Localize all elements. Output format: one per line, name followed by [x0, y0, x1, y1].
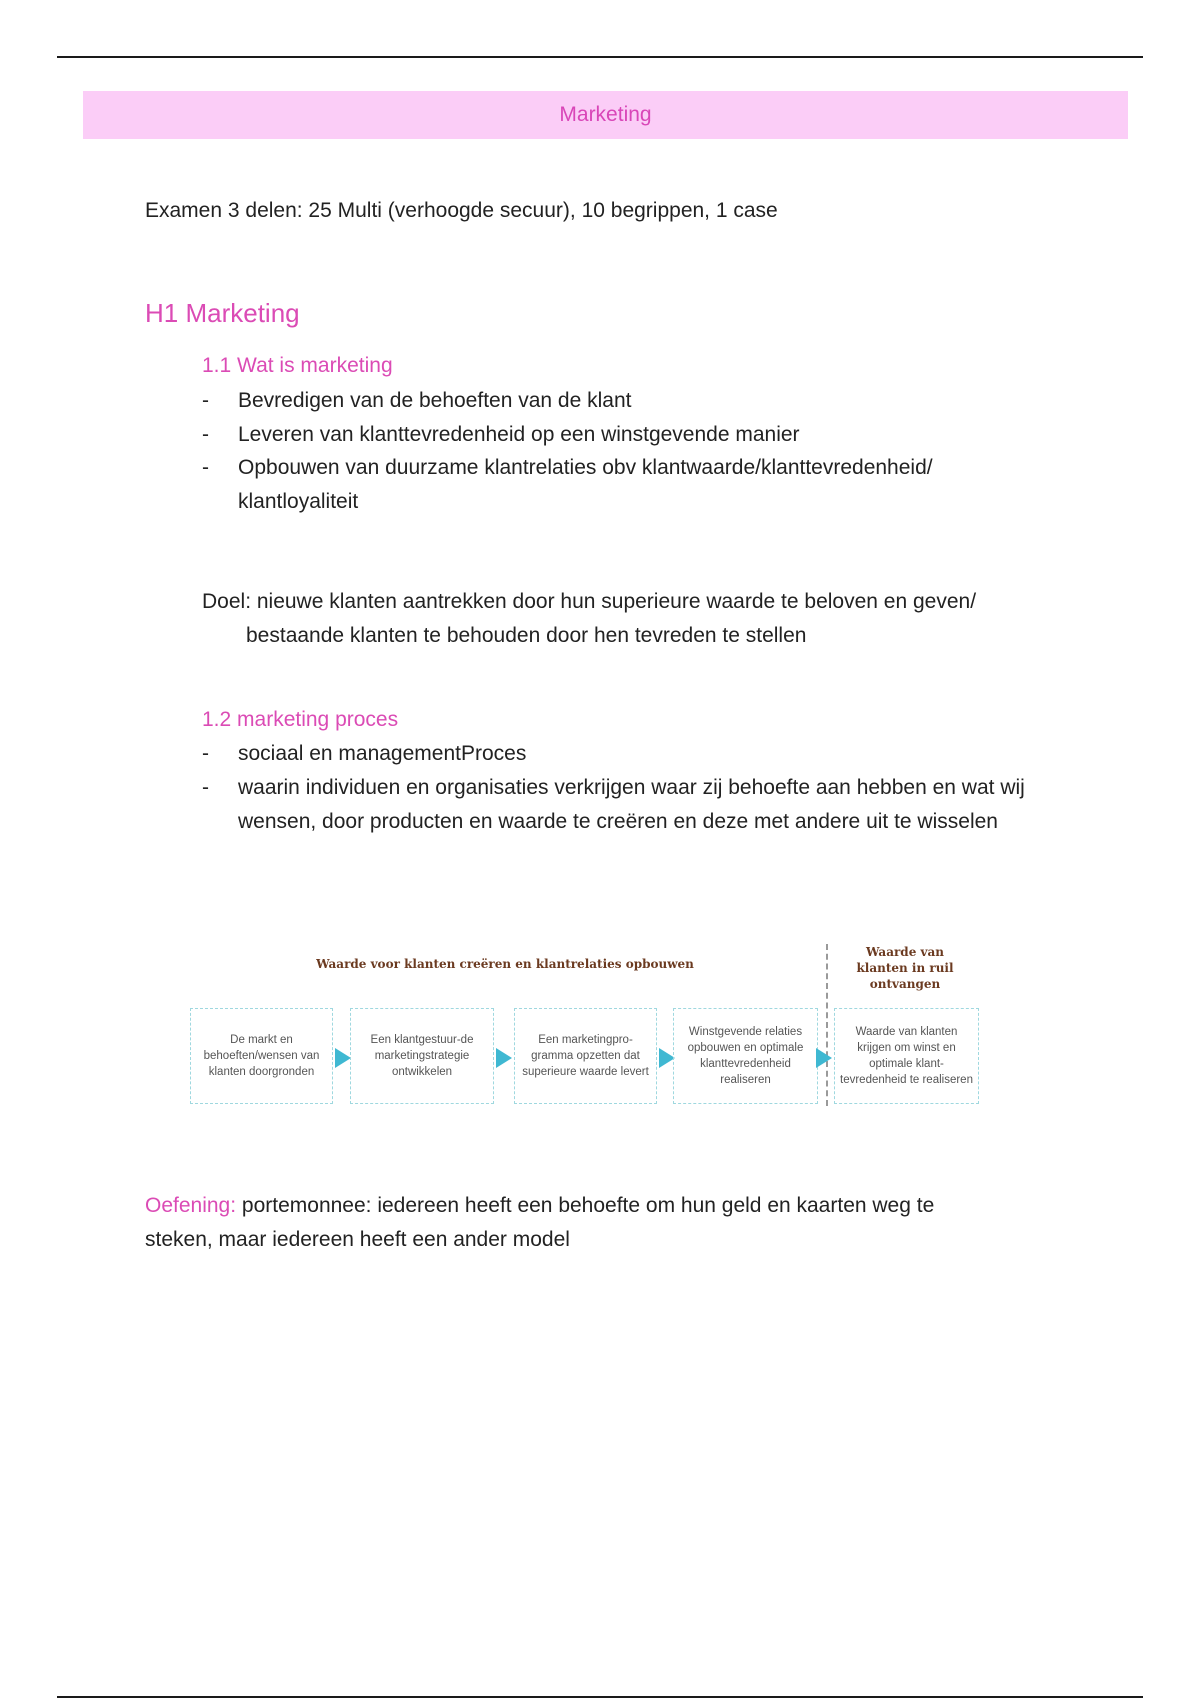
marketing-process-diagram — [190, 938, 990, 1108]
chapter-heading: H1 Marketing — [145, 298, 300, 328]
exam-intro: Examen 3 delen: 25 Multi (verhoogde secuur), 10 begrippen, 1 case — [145, 199, 778, 222]
diagram-step: Een klantgestuur-de marketingstrategie ontwikkelen — [350, 1008, 494, 1104]
section-heading-1-1: 1.1 Wat is marketing — [202, 354, 393, 377]
exercise-text: portemonnee: iedereen heeft een behoefte om hun geld en kaarten weg te — [236, 1194, 935, 1217]
section-heading-1-2: 1.2 marketing proces — [202, 708, 399, 731]
diagram-step: Een marketingpro-gramma opzetten dat superieure waarde levert — [514, 1008, 657, 1104]
goal-line-1: Doel: nieuwe klanten aantrekken door hun superieure waarde te beloven en geven/ — [202, 590, 977, 613]
diagram-left-title: Waarde voor klanten creëren en klantrelaties opbouwen — [316, 957, 694, 971]
page-banner — [83, 91, 1128, 139]
diagram-step: De markt en behoeften/wensen van klanten doorgronden — [190, 1008, 333, 1104]
arrow-right-icon — [496, 1048, 512, 1068]
diagram-right-title: Waarde van klanten in ruil ontvangen — [856, 945, 954, 991]
diagram-step: Waarde van klanten krijgen om winst en optimale klant-tevredenheid te realiseren — [834, 1008, 979, 1104]
diagram-step: Winstgevende relaties opbouwen en optimale klanttevredenheid realiseren — [673, 1008, 818, 1104]
arrow-right-icon — [816, 1048, 832, 1068]
goal-line-2: bestaande klanten te behouden door hen tevreden te stellen — [246, 624, 807, 647]
banner-title: Marketing — [559, 103, 652, 126]
diagram-separator — [826, 944, 828, 1106]
footer-rule — [57, 1696, 1143, 1698]
exercise-line-2: steken, maar iedereen heeft een ander model — [145, 1228, 570, 1251]
exercise-label: Oefening: — [145, 1194, 237, 1217]
exercise-line-1 — [145, 1189, 934, 1223]
arrow-right-icon — [335, 1048, 351, 1068]
header-rule — [57, 56, 1143, 58]
